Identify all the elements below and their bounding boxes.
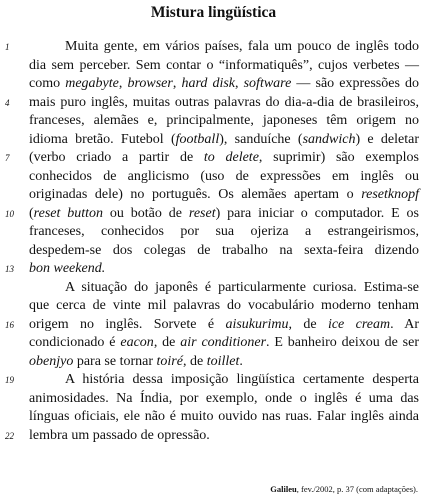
line-text: animosidades. Na bbox=[29, 390, 140, 406]
source-citation bbox=[270, 484, 418, 494]
foreign-term: air conditioner bbox=[180, 335, 267, 350]
text-line bbox=[5, 427, 419, 446]
text-line bbox=[29, 131, 419, 150]
line-text: , suprimir) são exemplos bbox=[258, 150, 420, 165]
foreign-term: toillet bbox=[206, 353, 240, 369]
line-text: idioma bretão. Futebol ( bbox=[29, 131, 176, 147]
foreign-term: resetknopf bbox=[361, 187, 419, 202]
text-line bbox=[29, 279, 419, 298]
line-text: franceses, conhecidos por sua ojeriza a estrangeirismos, bbox=[29, 224, 419, 239]
text-line bbox=[29, 353, 419, 372]
source-details: , fev./2002, p. 37 (com adaptações). bbox=[296, 484, 418, 494]
line-number: 22 bbox=[5, 430, 14, 441]
text-line bbox=[5, 94, 419, 113]
line-text: que cerca de vinte mil palavras do vocabulário moderno tenham bbox=[29, 298, 419, 313]
line-text: Í bbox=[139, 390, 145, 406]
foreign-term: hard disk bbox=[181, 76, 236, 91]
line-text: ) para iniciar o computador. E os bbox=[215, 205, 419, 221]
line-text: (verbo criado a partir de bbox=[29, 150, 204, 165]
line-text: ndia, por exemplo, onde o inglês é uma das bbox=[144, 390, 419, 406]
line-text: línguas oficiais, ele não é muito ouvido nas ruas. Falar inglês ainda bbox=[29, 409, 419, 424]
line-text: , bbox=[172, 76, 182, 91]
text-line bbox=[29, 390, 419, 409]
source-name: Galileu bbox=[270, 484, 297, 494]
text-line bbox=[5, 260, 419, 279]
foreign-term: aisukurimu bbox=[225, 316, 289, 332]
line-number: 13 bbox=[5, 264, 14, 274]
text-line bbox=[5, 38, 419, 57]
line-number: 10 bbox=[5, 208, 14, 219]
line-text: A situação do japonês é particularmente curiosa. Estima-se bbox=[65, 279, 419, 295]
text-line bbox=[5, 316, 420, 335]
text-line bbox=[29, 57, 419, 76]
line-text: , bbox=[235, 76, 244, 91]
text-line bbox=[29, 186, 419, 205]
text-line bbox=[29, 297, 419, 316]
foreign-term: ice cream bbox=[327, 316, 391, 332]
line-text: lembra um passado de opressão. bbox=[29, 427, 210, 443]
foreign-term: obenjyo bbox=[29, 353, 74, 369]
article-title: Mistura lingüística bbox=[150, 4, 277, 21]
line-text: ), sanduíche ( bbox=[219, 131, 303, 147]
foreign-term: reset bbox=[188, 205, 216, 221]
line-text: como bbox=[29, 76, 66, 91]
line-text: , de bbox=[153, 335, 181, 350]
text-line bbox=[29, 168, 419, 187]
line-text: mais puro inglês, muitas outras palavras do dia-a-dia de brasileiros, bbox=[29, 94, 419, 110]
line-text: para se tornar bbox=[73, 353, 157, 369]
line-text: — são expressões do bbox=[291, 76, 420, 91]
foreign-term: reset button bbox=[33, 205, 104, 221]
line-text: originadas dele) no português. Os alemães apertam o bbox=[29, 187, 362, 202]
foreign-term: eacon bbox=[120, 335, 154, 350]
text-line bbox=[29, 223, 419, 242]
line-text: . Ar bbox=[390, 316, 420, 332]
foreign-term: megabyte bbox=[65, 76, 119, 91]
line-text: condicionado é bbox=[29, 335, 121, 350]
line-text: ou botão de bbox=[103, 205, 189, 221]
line-number: 19 bbox=[5, 375, 14, 385]
text-line bbox=[29, 334, 419, 353]
text-line bbox=[29, 75, 419, 94]
line-text: . E banheiro deixou de ser bbox=[266, 335, 420, 350]
line-text: ) e deletar bbox=[355, 131, 420, 147]
line-text: . bbox=[239, 353, 243, 369]
article-body bbox=[5, 38, 420, 445]
line-text: , bbox=[118, 76, 128, 91]
line-text: , de bbox=[288, 316, 328, 332]
line-number: 7 bbox=[5, 153, 10, 163]
text-line bbox=[5, 149, 420, 168]
line-text: origem no inglês. Sorvete é bbox=[29, 316, 226, 332]
text-line bbox=[29, 242, 419, 261]
line-text: Muita gente, em vários países, fala um pouco de inglês todo bbox=[65, 39, 419, 54]
foreign-term: toiré bbox=[156, 353, 183, 369]
foreign-term: software bbox=[243, 76, 292, 91]
line-text: dia sem perceber. Sem contar o “informatiquês”, cujos verbetes — bbox=[29, 57, 419, 73]
line-text: conhecidos de anglicismo (uso de expressões em inglês ou bbox=[29, 168, 419, 184]
line-text: franceses, alemães e, principalmente, japoneses têm origem no bbox=[29, 113, 419, 128]
foreign-term: to delete bbox=[203, 150, 259, 165]
text-line bbox=[29, 112, 419, 131]
line-number: 1 bbox=[5, 42, 10, 52]
line-text: , de bbox=[182, 353, 207, 369]
text-line bbox=[5, 371, 419, 390]
line-text: A história dessa imposição lingüística certamente desperta bbox=[65, 372, 419, 387]
foreign-term: football bbox=[175, 131, 220, 147]
foreign-term: bon weekend. bbox=[29, 261, 106, 276]
foreign-term: sandwich bbox=[302, 131, 356, 147]
line-number: 16 bbox=[5, 319, 14, 330]
foreign-term: browser bbox=[127, 76, 173, 91]
text-line bbox=[5, 205, 419, 224]
line-text: ( bbox=[29, 205, 34, 221]
line-text: despedem-se dos colegas de trabalho na sexta-feira dizendo bbox=[29, 242, 419, 258]
line-number: 4 bbox=[5, 97, 10, 108]
text-line bbox=[29, 408, 419, 427]
